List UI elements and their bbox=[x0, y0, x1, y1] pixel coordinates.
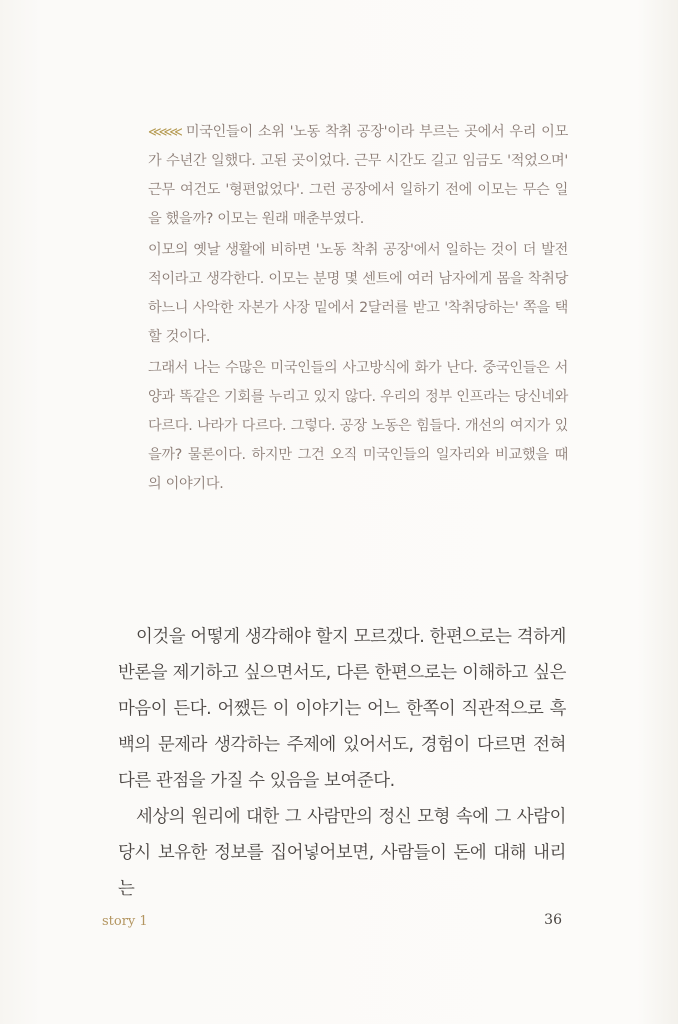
quote-paragraph: 그래서 나는 수많은 미국인들의 사고방식에 화가 난다. 중국인들은 서양과 똑같은 기회를 누리고 있지 않다. 우리의 정부 인프라는 당신네와 다르다. 나라가 다르다. 그렇다. 공장 노동은 힘들다. 개선의 여지가 있을까? 물론이다. 하지만 그건 오직 미국인들의 일자리와 비교했을 때의 이야기다. bbox=[148, 360, 568, 492]
body-paragraph: 세상의 원리에 대한 그 사람만의 정신 모형 속에 그 사람이 당시 보유한 정보를 집어넣어보면, 사람들이 돈에 대해 내리는 bbox=[118, 807, 566, 899]
page-number: 36 bbox=[544, 912, 562, 928]
ornament-icon: ≪≪≪ bbox=[148, 125, 180, 140]
main-body-text bbox=[118, 619, 566, 907]
running-footer-label: story 1 bbox=[102, 914, 148, 929]
quote-paragraph: 이모의 옛날 생활에 비하면 '노동 착취 공장'에서 일하는 것이 더 발전적이라고 생각한다. 이모는 분명 몇 센트에 여러 남자에게 몸을 착취당하느니 사악한 자본가 사장 밑에서 2달러를 받고 '착취당하는' 쪽을 택할 것이다. bbox=[148, 242, 568, 345]
quote-block bbox=[148, 118, 568, 499]
body-paragraph: 이것을 어떻게 생각해야 할지 모르겠다. 한편으로는 격하게 반론을 제기하고 싶으면서도, 다른 한편으로는 이해하고 싶은 마음이 든다. 어쨌든 이 이야기는 어느 한쪽이 직관적으로 흑백의 문제라 생각하는 주제에 있어서도, 경험이 다르면 전혀 다른 관점을 가질 수 있음을 보여준다. bbox=[118, 627, 566, 791]
quote-paragraph bbox=[148, 118, 568, 234]
quote-paragraph-text: 미국인들이 소위 '노동 착취 공장'이라 부르는 곳에서 우리 이모가 수년간 일했다. 고된 곳이었다. 근무 시간도 길고 임금도 '적었으며' 근무 여건도 '형편없었다'. 그런 공장에서 일하기 전에 이모는 무슨 일을 했을까? 이모는 원래 매춘부였다. bbox=[148, 124, 568, 227]
